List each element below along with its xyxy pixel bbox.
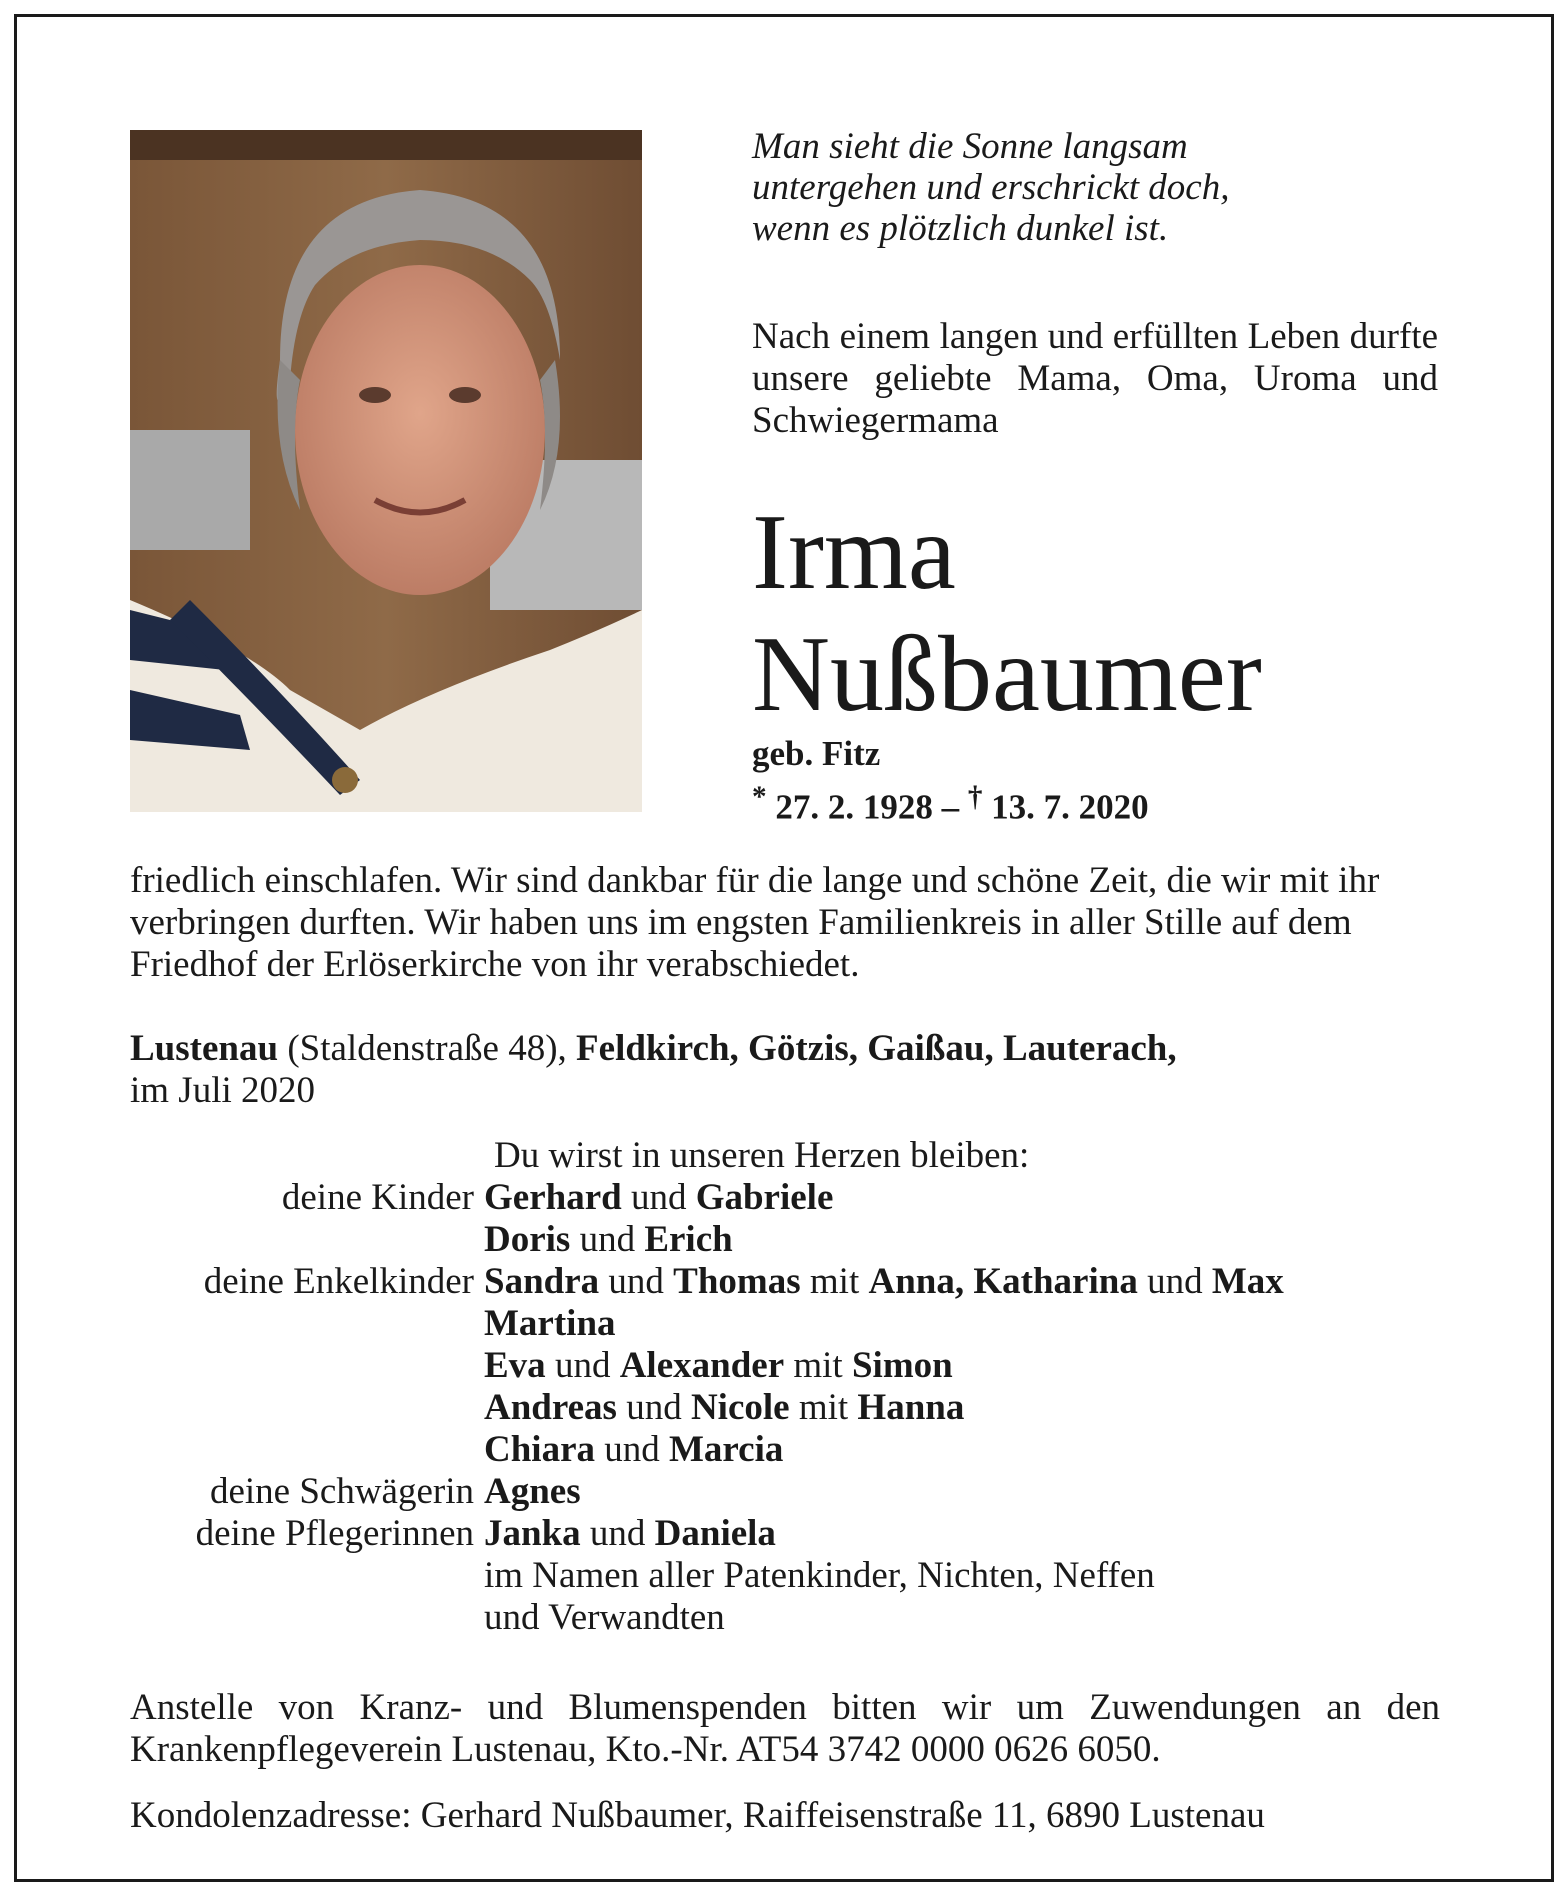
place-town: Lustenau: [130, 1028, 279, 1069]
mourner-name: Simon: [851, 1345, 953, 1386]
place-others: Feldkirch, Götzis, Gaißau, Lauterach,: [576, 1028, 1177, 1069]
mourner-name: Chiara: [484, 1429, 595, 1470]
mourner-relation: [130, 1429, 484, 1471]
mourner-connector: und: [570, 1219, 645, 1260]
mourner-name: Eva: [484, 1345, 546, 1386]
quote-line: wenn es plötzlich dunkel ist.: [752, 208, 1169, 249]
mourner-connector: mit: [784, 1345, 852, 1386]
birth-symbol: *: [752, 781, 767, 813]
mourner-relation: deine Kinder: [281, 1177, 474, 1218]
mourner-names: [484, 1261, 1284, 1303]
birth-date: 27. 2. 1928: [775, 787, 933, 827]
donation-text: Anstelle von Kranz- und Blumenspenden bitten wir um Zuwendungen an den Krankenpflegeverein Lustenau, Kto.-Nr. AT54 3742 0000 0626 6050.: [130, 1687, 1440, 1770]
date-dash: –: [941, 787, 960, 827]
mourner-name: Alexander: [619, 1345, 785, 1386]
mourner-row: [130, 1513, 1440, 1555]
mourner-row: [130, 1555, 1440, 1597]
mourner-name: Janka: [484, 1513, 581, 1554]
mourner-name: Max: [1211, 1261, 1284, 1302]
mourner-connector: und: [595, 1429, 669, 1470]
mourner-names: [484, 1345, 953, 1387]
mourner-names: [484, 1387, 964, 1429]
mourner-relation: [130, 1219, 484, 1261]
mourner-rows: [130, 1177, 1440, 1639]
mourner-name: Hanna: [857, 1387, 965, 1428]
intro-text: Nach einem langen und erfüllten Leben durfte unsere geliebte Mama, Oma, Uroma und Schwiegermama: [752, 316, 1438, 441]
mourner-row: [130, 1177, 1440, 1219]
first-name: Irma: [752, 493, 956, 612]
mourner-name: Daniela: [654, 1513, 776, 1554]
deceased-name: [752, 492, 1262, 736]
quote: [752, 126, 1452, 249]
mourner-names: [484, 1177, 833, 1219]
body-text: friedlich einschlafen. Wir sind dankbar für die lange und schöne Zeit, die wir mit ihr verbringen durften. Wir haben uns im engsten Familienkreis in aller Stille auf dem Friedhof der Erlöserkirche von ihr verabschiedet.: [130, 860, 1380, 985]
mourner-row: [130, 1261, 1440, 1303]
mourner-row: [130, 1471, 1440, 1513]
quote-line: Man sieht die Sonne langsam: [752, 126, 1188, 167]
mourner-connector: und: [1137, 1261, 1212, 1302]
life-dates: [752, 776, 1149, 829]
mourner-connector: mit: [789, 1387, 858, 1428]
mourners-list: [130, 1135, 1440, 1639]
mourner-row: [130, 1387, 1440, 1429]
quote-line: untergehen und erschrickt doch,: [752, 167, 1230, 208]
mourner-name: Erich: [644, 1219, 733, 1260]
portrait-image: [130, 130, 642, 812]
mourner-name: Marcia: [669, 1429, 784, 1470]
mourner-relation: [130, 1555, 484, 1597]
maiden-name: geb. Fitz: [752, 734, 881, 773]
mourner-row: [130, 1219, 1440, 1261]
mourner-row: [130, 1345, 1440, 1387]
mourner-relation: [130, 1387, 484, 1429]
mourner-relation: [130, 1597, 484, 1639]
mourner-name: Anna, Katharina: [868, 1261, 1138, 1302]
mourner-name: Thomas: [673, 1261, 801, 1302]
mourner-row: [130, 1303, 1440, 1345]
mourner-names: [484, 1513, 776, 1555]
mourner-name: Nicole: [690, 1387, 790, 1428]
mourner-name: Doris: [484, 1219, 571, 1260]
mourner-name: Andreas: [484, 1387, 617, 1428]
place-date: [130, 1028, 1440, 1112]
last-name: Nußbaumer: [752, 615, 1262, 734]
mourner-names: [484, 1597, 725, 1639]
mourner-relation: [130, 1345, 484, 1387]
portrait-photo: [130, 130, 642, 812]
mourner-connector: und: [545, 1345, 620, 1386]
mourner-connector: und: [599, 1261, 674, 1302]
death-date: 13. 7. 2020: [991, 787, 1149, 827]
mourner-row: [130, 1597, 1440, 1639]
mourner-connector: und: [616, 1387, 691, 1428]
mourner-connector: und: [580, 1513, 655, 1554]
mourner-connector: und Verwandten: [484, 1597, 725, 1638]
mourner-names: [484, 1471, 581, 1513]
place-date-line: im Juli 2020: [130, 1070, 316, 1111]
mourner-relation: [130, 1303, 484, 1345]
condolence-address: Kondolenzadresse: Gerhard Nußbaumer, Raiffeisenstraße 11, 6890 Lustenau: [130, 1795, 1265, 1836]
mourner-row: [130, 1429, 1440, 1471]
mourner-names: [484, 1303, 616, 1345]
mourner-relation: deine Pflegerinnen: [195, 1513, 474, 1554]
mourner-name: Gabriele: [695, 1177, 834, 1218]
mourner-connector: mit: [800, 1261, 869, 1302]
mourner-names: [484, 1555, 1155, 1597]
mourner-relation: deine Enkelkinder: [203, 1261, 474, 1302]
place-address: (Staldenstraße 48),: [287, 1028, 567, 1069]
death-symbol: †: [967, 781, 983, 813]
mourner-names: [484, 1219, 733, 1261]
mourner-names: [484, 1429, 783, 1471]
mourner-connector: und: [621, 1177, 696, 1218]
mourner-relation: deine Schwägerin: [209, 1471, 474, 1512]
mourner-name: Agnes: [484, 1471, 581, 1512]
mourner-connector: im Namen aller Patenkinder, Nichten, Neffen: [484, 1555, 1155, 1596]
mourner-name: Martina: [484, 1303, 616, 1344]
mourner-name: Gerhard: [484, 1177, 622, 1218]
mourners-heading: Du wirst in unseren Herzen bleiben:: [494, 1135, 1030, 1176]
mourner-name: Sandra: [484, 1261, 600, 1302]
